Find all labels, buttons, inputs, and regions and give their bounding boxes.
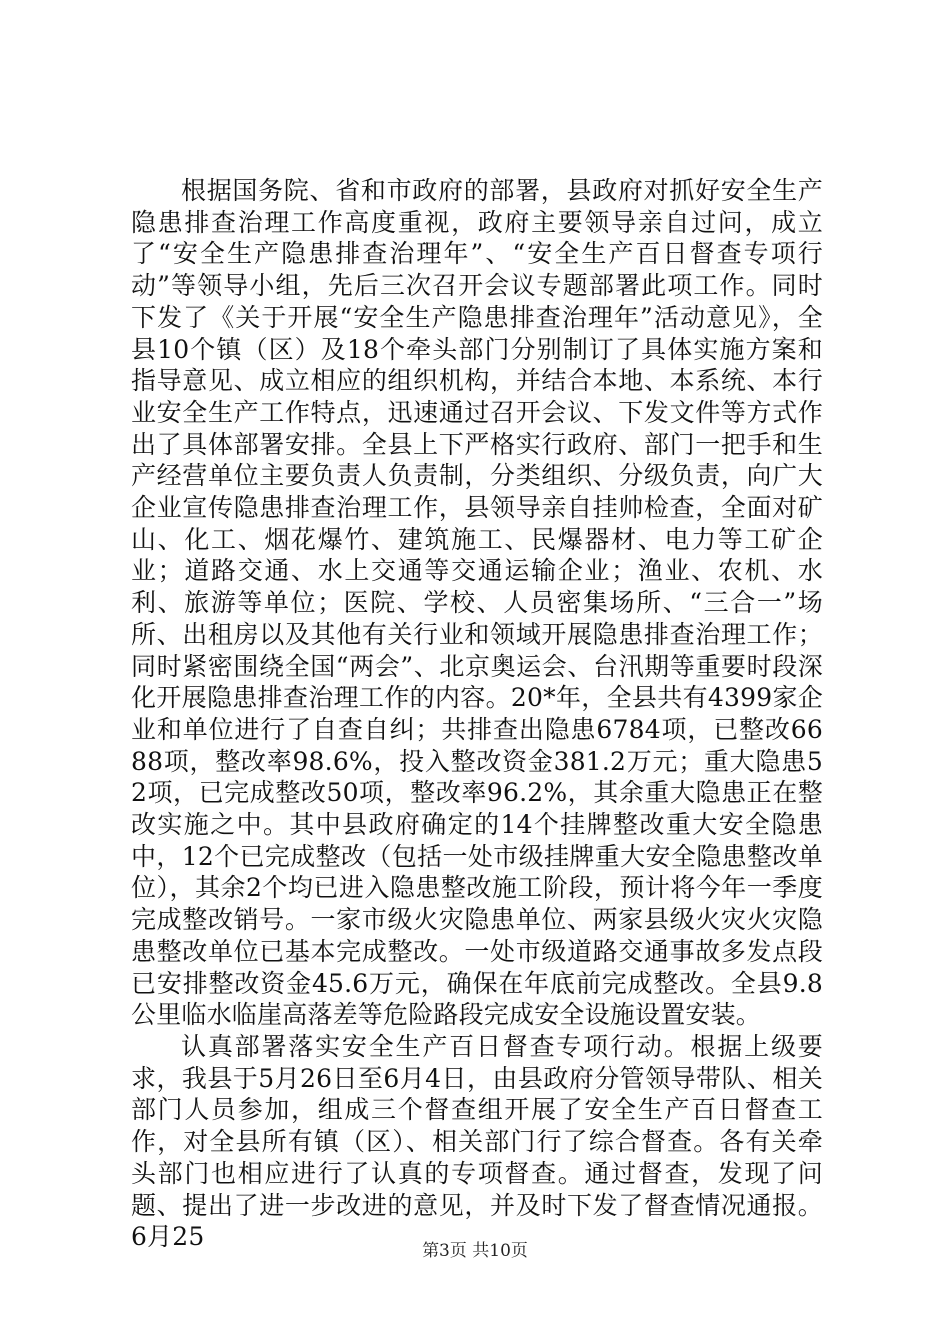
page-footer: 第3页 共10页 (422, 1241, 528, 1261)
paragraph-hundred-day-inspection: 认真部署落实安全生产百日督查专项行动。根据上级要求，我县于5月26日至6月4日，由县政府分管领导带队、相关部门人员参加，组成三个督查组开展了安全生产百日督查工作，对全县所有镇（区）、相关部门行了综合督查。各有关牵头部门也相应进行了认真的专项督查。通过督查，发现了问题、提出了进一步改进的意见，并及时下发了督查情况通报。6月25 (131, 1031, 823, 1252)
document-body (131, 175, 823, 1253)
paragraph-hazard-inspection: 根据国务院、省和市政府的部署，县政府对抓好安全生产隐患排查治理工作高度重视，政府主要领导亲自过问，成立了“安全生产隐患排查治理年”、“安全生产百日督查专项行动”等领导小组，先后三次召开会议专题部署此项工作。同时下发了《关于开展“安全生产隐患排查治理年”活动意见》，全县10个镇（区）及18个牵头部门分别制订了具体实施方案和指导意见、成立相应的组织机构，并结合本地、本系统、本行业安全生产工作特点，迅速通过召开会议、下发文件等方式作出了具体部署安排。全县上下严格实行政府、部门一把手和生产经营单位主要负责人负责制，分类组织、分级负责，向广大企业宣传隐患排查治理工作，县领导亲自挂帅检查，全面对矿山、化工、烟花爆竹、建筑施工、民爆器材、电力等工矿企业；道路交通、水上交通等交通运输企业；渔业、农机、水利、旅游等单位；医院、学校、人员密集场所、“三合一”场所、出租房以及其他有关行业和领域开展隐患排查治理工作；同时紧密围绕全国“两会”、北京奥运会、台汛期等重要时段深化开展隐患排查治理工作的内容。20*年，全县共有4399家企业和单位进行了自查自纠；共排查出隐患6784项，已整改6688项，整改率98.6%，投入整改资金381.2万元；重大隐患52项，已完成整改50项，整改率96.2%，其余重大隐患正在整改实施之中。其中县政府确定的14个挂牌整改重大安全隐患中，12个已完成整改（包括一处市级挂牌重大安全隐患整改单位），其余2个均已进入隐患整改施工阶段，预计将今年一季度完成整改销号。一家市级火灾隐患单位、两家县级火灾火灾隐患整改单位已基本完成整改。一处市级道路交通事故多发点段已安排整改资金45.6万元，确保在年底前完成整改。全县9.8公里临水临崖高落差等危险路段完成安全设施设置安装。 (131, 176, 823, 1030)
